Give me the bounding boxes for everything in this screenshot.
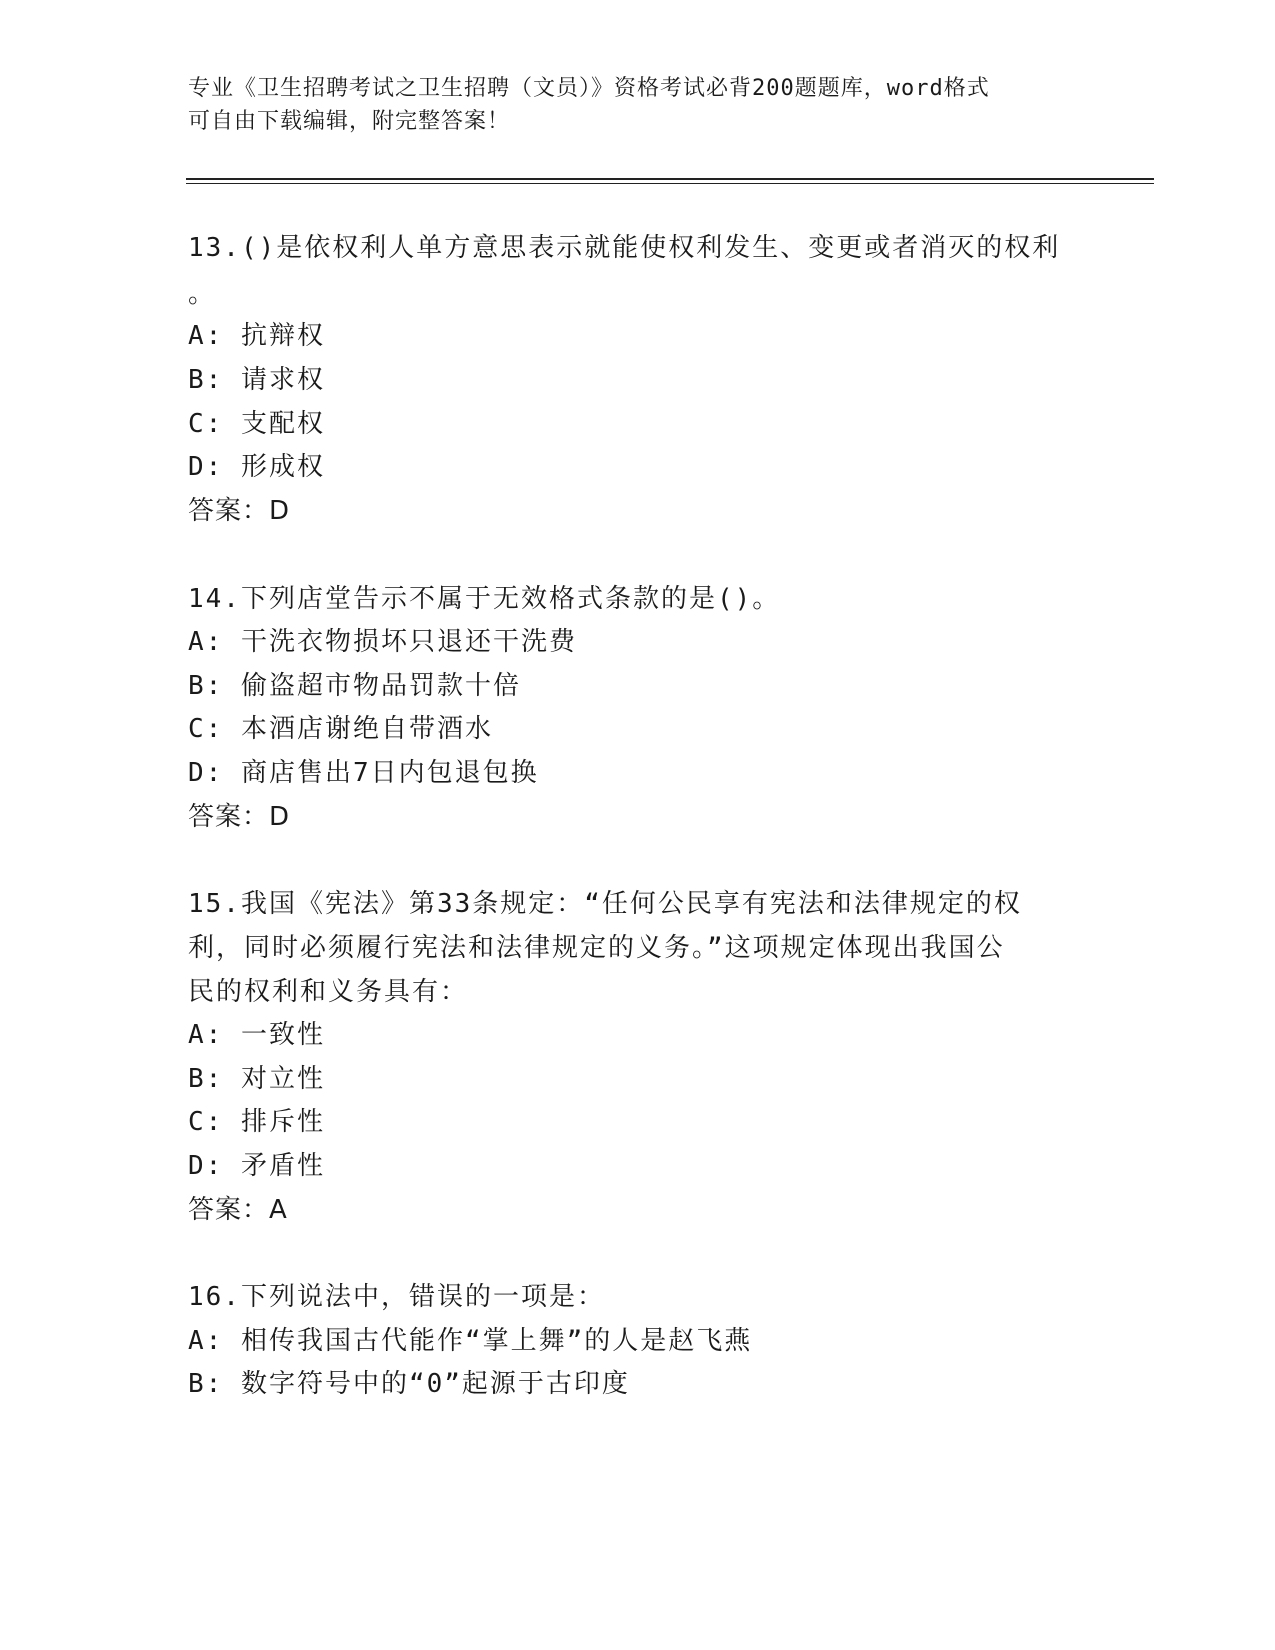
question-15-option-b: B: 对立性 bbox=[188, 1064, 325, 1094]
question-15-option-a: A: 一致性 bbox=[188, 1020, 325, 1050]
question-14-option-d: D: 商店售出7日内包退包换 bbox=[188, 758, 539, 788]
question-13-stem-line-2: 。 bbox=[188, 279, 217, 309]
question-15-option-c: C: 排斥性 bbox=[188, 1107, 325, 1137]
question-14-option-b: B: 偷盗超市物品罚款十倍 bbox=[188, 671, 521, 701]
question-14-option-a: A: 干洗衣物损坏只退还干洗费 bbox=[188, 627, 577, 657]
question-14-answer: 答案：D bbox=[188, 802, 291, 832]
question-13-option-d: D: 形成权 bbox=[188, 452, 325, 482]
question-16-stem-line-1: 16.下列说法中，错误的一项是： bbox=[188, 1282, 605, 1312]
header-line-1: 专业《卫生招聘考试之卫生招聘（文员）》资格考试必背200题题库，word格式 bbox=[188, 76, 990, 101]
question-15-option-d: D: 矛盾性 bbox=[188, 1151, 325, 1181]
question-15-stem-line-3: 民的权利和义务具有： bbox=[188, 977, 469, 1007]
question-13-option-a: A: 抗辩权 bbox=[188, 321, 325, 351]
question-15-stem-line-2: 利，同时必须履行宪法和法律规定的义务。”这项规定体现出我国公 bbox=[188, 933, 1005, 963]
question-14-option-c: C: 本酒店谢绝自带酒水 bbox=[188, 714, 493, 744]
question-13-option-b: B: 请求权 bbox=[188, 365, 325, 395]
question-16-option-b: B: 数字符号中的“0”起源于古印度 bbox=[188, 1369, 630, 1399]
question-13-answer: 答案：D bbox=[188, 496, 291, 526]
question-15-stem-line-1: 15.我国《宪法》第33条规定：“任何公民享有宪法和法律规定的权 bbox=[188, 889, 1022, 919]
header-divider-top bbox=[186, 178, 1154, 180]
document-header bbox=[188, 72, 1088, 138]
question-13-stem-line-1: 13.()是依权利人单方意思表示就能使权利发生、变更或者消灭的权利 bbox=[188, 233, 1061, 263]
header-line-2: 可自由下载编辑，附完整答案！ bbox=[188, 109, 511, 134]
question-15-answer: 答案：A bbox=[188, 1195, 288, 1225]
question-13-option-c: C: 支配权 bbox=[188, 409, 325, 439]
question-14-stem-line-1: 14.下列店堂告示不属于无效格式条款的是()。 bbox=[188, 584, 781, 614]
header-divider-bottom bbox=[186, 183, 1154, 184]
question-16-option-a: A: 相传我国古代能作“掌上舞”的人是赵飞燕 bbox=[188, 1326, 753, 1356]
